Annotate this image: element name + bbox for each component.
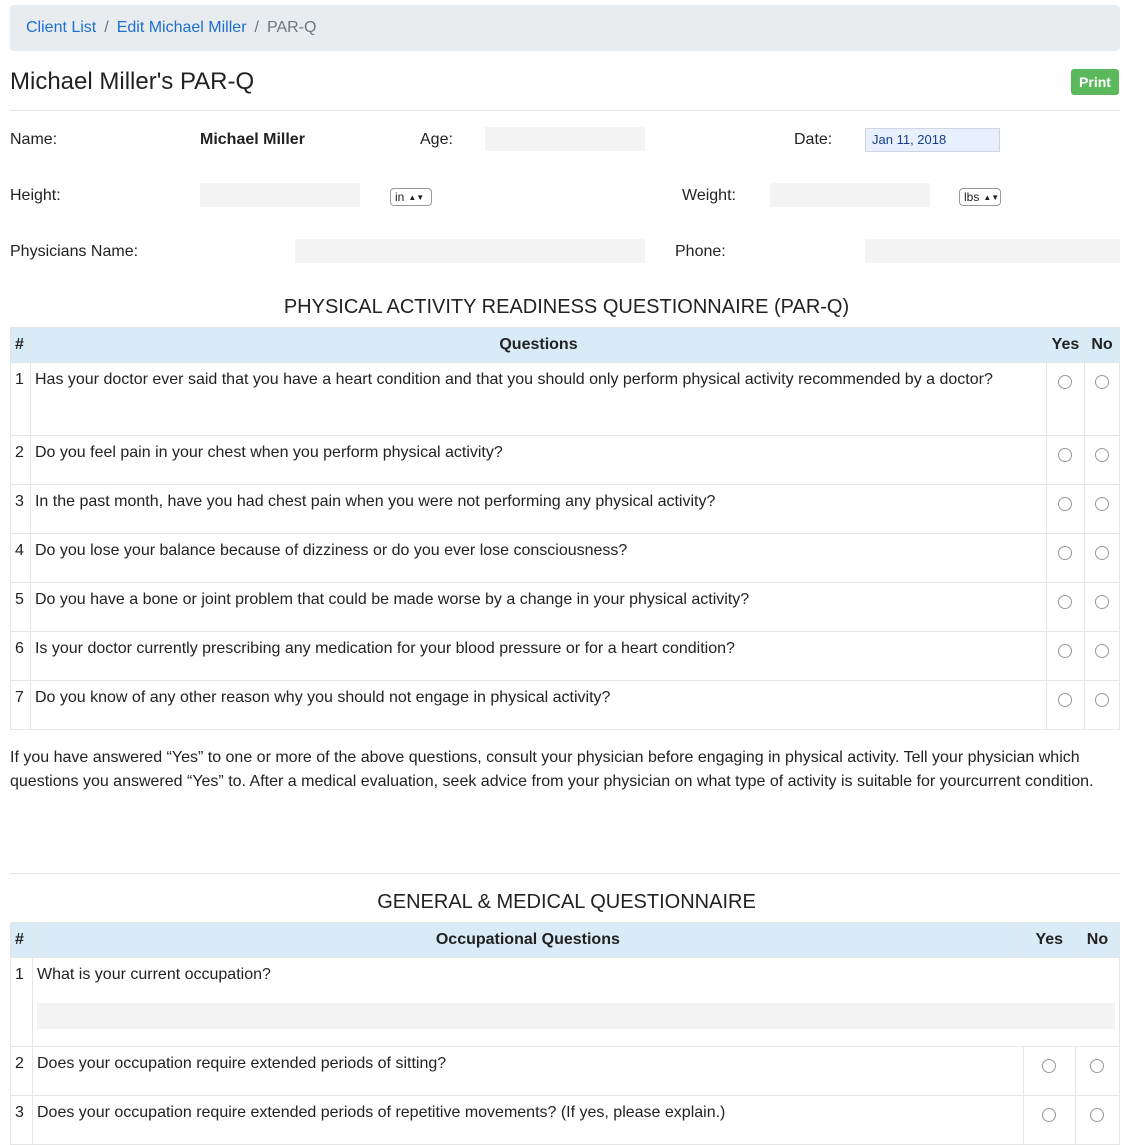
question-number: 3: [11, 485, 31, 534]
yes-cell: [1046, 632, 1084, 681]
physician-label: Physicians Name:: [10, 243, 139, 260]
no-radio[interactable]: [1090, 1108, 1104, 1122]
table-row: [11, 1047, 1120, 1096]
col-header-occupational-questions: Occupational Questions: [33, 923, 1024, 958]
breadcrumb: [10, 5, 1120, 51]
height-unit-select[interactable]: [390, 188, 432, 206]
no-cell: [1084, 583, 1119, 632]
yes-cell: [1046, 583, 1084, 632]
breadcrumb-client-list[interactable]: Client List: [26, 19, 97, 36]
occupational-table: [10, 922, 1120, 1145]
occupation-input[interactable]: [37, 1003, 1115, 1029]
question-text: Do you feel pain in your chest when you perform physical activity?: [30, 436, 1046, 485]
question-cell: [33, 958, 1120, 1047]
no-radio[interactable]: [1095, 375, 1109, 389]
weight-unit-value: lbs: [964, 190, 980, 204]
weight-unit-select[interactable]: [959, 188, 1001, 206]
question-text: Does your occupation require extended periods of sitting?: [33, 1047, 1024, 1096]
weight-label: Weight:: [682, 187, 736, 204]
no-cell: [1084, 681, 1119, 730]
question-text: Do you have a bone or joint problem that could be made worse by a change in your physical activity?: [30, 583, 1046, 632]
no-radio[interactable]: [1095, 595, 1109, 609]
question-text: Has your doctor ever said that you have a heart condition and that you should only perform physical activity recommended by a doctor?: [30, 363, 1046, 436]
yes-cell: [1046, 681, 1084, 730]
height-label: Height:: [10, 187, 61, 204]
general-title: GENERAL & MEDICAL QUESTIONNAIRE: [377, 891, 756, 913]
parq-table: [10, 327, 1120, 730]
select-arrows-icon: ▲▼: [408, 193, 425, 202]
select-arrows-icon: ▲▼: [983, 193, 1000, 202]
parq-title: PHYSICAL ACTIVITY READINESS QUESTIONNAIRE (PAR-Q): [283, 296, 850, 318]
no-cell: [1084, 363, 1119, 436]
height-input[interactable]: [200, 183, 360, 207]
no-radio[interactable]: [1090, 1059, 1104, 1073]
table-row: [11, 583, 1120, 632]
yes-cell: [1046, 363, 1084, 436]
physician-input[interactable]: [295, 239, 645, 263]
question-text: Do you know of any other reason why you should not engage in physical activity?: [30, 681, 1046, 730]
table-header-row: [11, 923, 1120, 958]
question-number: 1: [11, 958, 33, 1047]
yes-radio[interactable]: [1042, 1059, 1056, 1073]
parq-note: If you have answered “Yes” to one or more of the above questions, consult your physician before engaging in physical activity. Tell your physician which questions you answered “Yes” to. After a medical evaluation, seek advice from your physician on what type of activity is suitable for yourcurrent condition.: [10, 749, 1094, 790]
question-text: Does your occupation require extended periods of repetitive movements? (If yes, please explain.): [33, 1096, 1024, 1145]
breadcrumb-separator: /: [254, 19, 259, 36]
no-radio[interactable]: [1095, 546, 1109, 560]
question-number: 6: [11, 632, 31, 681]
question-number: 2: [11, 1047, 33, 1096]
page-title: Michael Miller's PAR-Q: [10, 68, 255, 95]
col-header-yes: Yes: [1046, 328, 1084, 363]
age-label: Age:: [420, 131, 453, 148]
question-number: 5: [11, 583, 31, 632]
col-header-yes: Yes: [1023, 923, 1075, 958]
col-header-no: No: [1084, 328, 1119, 363]
yes-radio[interactable]: [1058, 595, 1072, 609]
yes-radio[interactable]: [1058, 497, 1072, 511]
table-row: [11, 681, 1120, 730]
no-radio[interactable]: [1095, 693, 1109, 707]
no-cell: [1075, 1047, 1119, 1096]
no-cell: [1084, 485, 1119, 534]
no-cell: [1075, 1096, 1119, 1145]
yes-cell: [1023, 1096, 1075, 1145]
yes-radio[interactable]: [1058, 693, 1072, 707]
question-number: 4: [11, 534, 31, 583]
yes-cell: [1023, 1047, 1075, 1096]
no-cell: [1084, 534, 1119, 583]
divider: [10, 873, 1120, 874]
breadcrumb-current: PAR-Q: [266, 19, 317, 36]
question-number: 3: [11, 1096, 33, 1145]
question-text: Is your doctor currently prescribing any medication for your blood pressure or for a heart condition?: [30, 632, 1046, 681]
col-header-no: No: [1075, 923, 1119, 958]
yes-cell: [1046, 436, 1084, 485]
yes-radio[interactable]: [1058, 644, 1072, 658]
question-number: 2: [11, 436, 31, 485]
age-input[interactable]: [485, 127, 645, 151]
col-header-num: #: [11, 923, 33, 958]
date-input[interactable]: Jan 11, 2018: [865, 128, 1000, 152]
name-label: Name:: [10, 131, 58, 148]
no-radio[interactable]: [1095, 448, 1109, 462]
table-row: [11, 632, 1120, 681]
height-unit-value: in: [395, 190, 405, 204]
yes-radio[interactable]: [1058, 375, 1072, 389]
table-header-row: [11, 328, 1120, 363]
yes-radio[interactable]: [1058, 448, 1072, 462]
table-row: [11, 485, 1120, 534]
col-header-num: #: [11, 328, 31, 363]
table-row: [11, 534, 1120, 583]
print-button[interactable]: Print: [1071, 69, 1119, 95]
breadcrumb-separator: /: [104, 19, 109, 36]
table-row: [11, 363, 1120, 436]
phone-label: Phone:: [675, 243, 726, 260]
yes-radio[interactable]: [1042, 1108, 1056, 1122]
divider: [10, 110, 1120, 111]
no-radio[interactable]: [1095, 497, 1109, 511]
question-number: 1: [11, 363, 31, 436]
no-radio[interactable]: [1095, 644, 1109, 658]
yes-cell: [1046, 485, 1084, 534]
question-number: 7: [11, 681, 31, 730]
table-row: [11, 436, 1120, 485]
weight-input[interactable]: [770, 183, 930, 207]
question-text: In the past month, have you had chest pain when you were not performing any physical activity?: [30, 485, 1046, 534]
date-label: Date:: [794, 131, 833, 148]
col-header-questions: Questions: [30, 328, 1046, 363]
yes-cell: [1046, 534, 1084, 583]
question-text: Do you lose your balance because of dizziness or do you ever lose consciousness?: [30, 534, 1046, 583]
no-cell: [1084, 632, 1119, 681]
phone-input[interactable]: [865, 239, 1120, 263]
table-row: [11, 1096, 1120, 1145]
breadcrumb-edit-client[interactable]: Edit Michael Miller: [116, 19, 247, 36]
no-cell: [1084, 436, 1119, 485]
question-text: What is your current occupation?: [37, 966, 271, 983]
yes-radio[interactable]: [1058, 546, 1072, 560]
client-name: Michael Miller: [200, 131, 305, 148]
table-row: [11, 958, 1120, 1047]
